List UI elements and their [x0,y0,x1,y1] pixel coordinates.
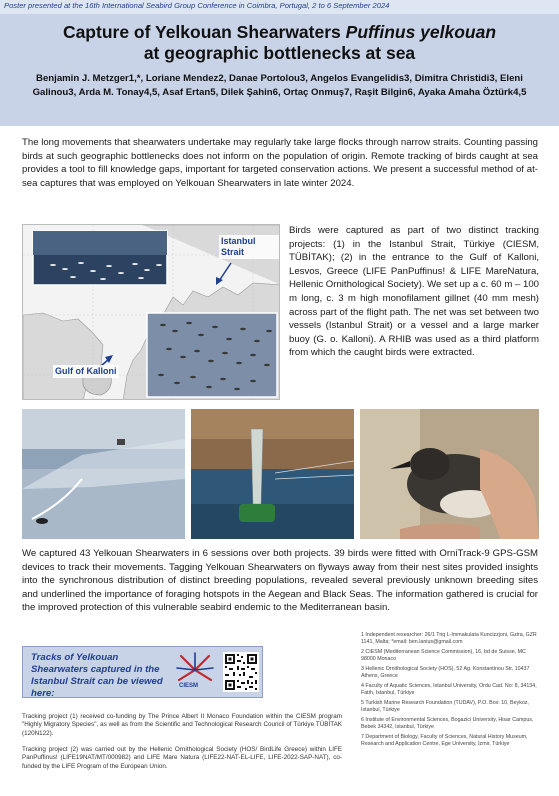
study-area-map [22,224,280,400]
map-label-kalloni [53,365,119,378]
tracks-info-box [22,646,263,698]
title-species: Puffinus yelkouan [345,22,497,42]
results-paragraph: We captured 43 Yelkouan Shearwaters in 6 sessions over both projects. 39 birds were fitted with OrniTrack-9 GPS-GSM devices to track their movements. Tagging Yelkouan Shearwaters on flyways away from their nest sites provided insights into the synchronous distribution of distinct breeding populations, revealed several previously unknown breeding sites and underlined the importance of foraging hotspots in the Aegean and Black Seas. The information gathered is crucial for the improved protection of this vulnerable seabird endemic to the Mediterranean basin. [22,548,538,614]
poster-header [0,14,559,126]
author-list [10,72,549,99]
conference-banner-text: Poster presented at the 16th International Seabird Group Conference in Coimbra, Portugal, 2 to 6 September 2024 [4,1,390,10]
ciesm-logo-text: CIESM [179,683,199,689]
affiliations-list [361,632,541,751]
photo-shearwater-in-hand [360,409,539,539]
title-line2: at geographic bottlenecks at sea [143,43,416,63]
funding-note-project-2: Tracking project (2) was carried out by the Hellenic Ornithological Society (HOS/ BirdLife Greece) within LIFE PanPuffinus! (LIFE19NAT/MT/000982) and LIFE Mare Natura (LIFE22-NAT-EL-LIFE, LIFE-2022-SAP-NAT), co-funded by the LIFE Program of the European Union. [22,746,342,770]
map-label-kalloni-text: Gulf of Kalloni [55,366,117,376]
title-part1: Capture of Yelkouan Shearwaters [62,22,346,42]
intro-paragraph: The long movements that shearwaters undertake may regularly take large flocks through narrow straits. Counting passing birds at such geographic bottlenecks does not inform on the population of origin. Remote tracking of birds caught at sea provides a tool to fill knowledge gaps, important for targeted conservation actions. We present a successful method of at-sea captures that was employed on Yelkouan Shearwaters in late winter 2024. [22,137,538,189]
conference-banner [0,0,559,14]
poster-title [0,22,559,64]
funding-note-project-1: Tracking project (1) received co-funding by The Prince Albert II Monaco Foundation within the CIESM program "Highly Migratory Species", as well as from the Scientific and Technological Research Council of Türkiye TÜBİTAK (120N122). [22,713,342,737]
author-line-1: Benjamin J. Metzger1,*, Loriane Mendez2, Danae Portolou3, Angelos Evangelidis3, Dimitra Christidi3, Eleni [36,73,523,84]
affiliation-item: 4 Faculty of Aquatic Sciences, Istanbul University, Ordu Cad. No: 8, 34134, Fatih, Istanbul, Türkiye [361,683,537,696]
affiliation-item: 3 Hellenic Ornithological Society (HOS), 52 Ag. Konstantinou Str, 10437 Athens, Greece [361,666,530,679]
affiliation-item: 6 Institute of Environmental Sciences, Bogazici University, Hisar Campus, Bebek 34342, Istanbul, Türkiye [361,717,534,730]
methods-paragraph: Birds were captured as part of two distinct tracking projects: (1) in the Istanbul Strait, Türkiye (CIESM, TÜBİTAK); (2) in the entrance to the Gulf of Kalloni, Lesvos, Greece (LIFE PanPuffinus! & LIFE MareNatura, Hellenic Ornithological Society). We set up a c. 60 m – 100 m long, c. 3 m high monofilament gillnet (40 mm mesh) across part of the flight path. The net was set between two vessels (Istanbul Strait) or a vessel and a large marker buoy (G. o. Kalloni). A RHIB was used as a third platform from which the caught birds were extracted. [289,225,539,359]
qr-code[interactable] [223,652,259,692]
map-label-istanbul-text: Istanbul Strait [221,236,256,257]
affiliation-item: 2 CIESM (Mediterranean Science Commission), 16, bd de Suisse, MC 98000 Monaco [361,649,526,662]
photo-gillnet-at-sea [22,409,185,539]
photo-marker-buoy [191,409,354,539]
affiliation-item: 7 Department of Biology, Faculty of Sciences, Natural History Museum, Research and Application Centre, Ege University, Izmir, Türkiye [361,734,528,747]
tracks-info-text: Tracks of Yelkouan Shearwaters captured in the Istanbul Strait can be viewed here: [31,652,163,699]
author-line-2: Galinou3, Arda M. Tonay4,5, Asaf Ertan5, Dilek Şahin6, Ortaç Onmuş7, Raşit Bilgin6, Ayaka Amaha Öztürk4,5 [32,86,527,98]
affiliation-item: 5 Turkish Marine Research Foundation (TUDAV), P.O. Box: 10, Beykoz, Istanbul, Türkiye [361,700,529,713]
affiliation-item: 1 Independent researcher: 26/1 Triq L-Immakulata Kuncizzjoni, Gzira, GZR 1141, Malta; *email: ben.lanius@gmail.com [361,632,537,645]
map-label-istanbul [219,235,279,259]
